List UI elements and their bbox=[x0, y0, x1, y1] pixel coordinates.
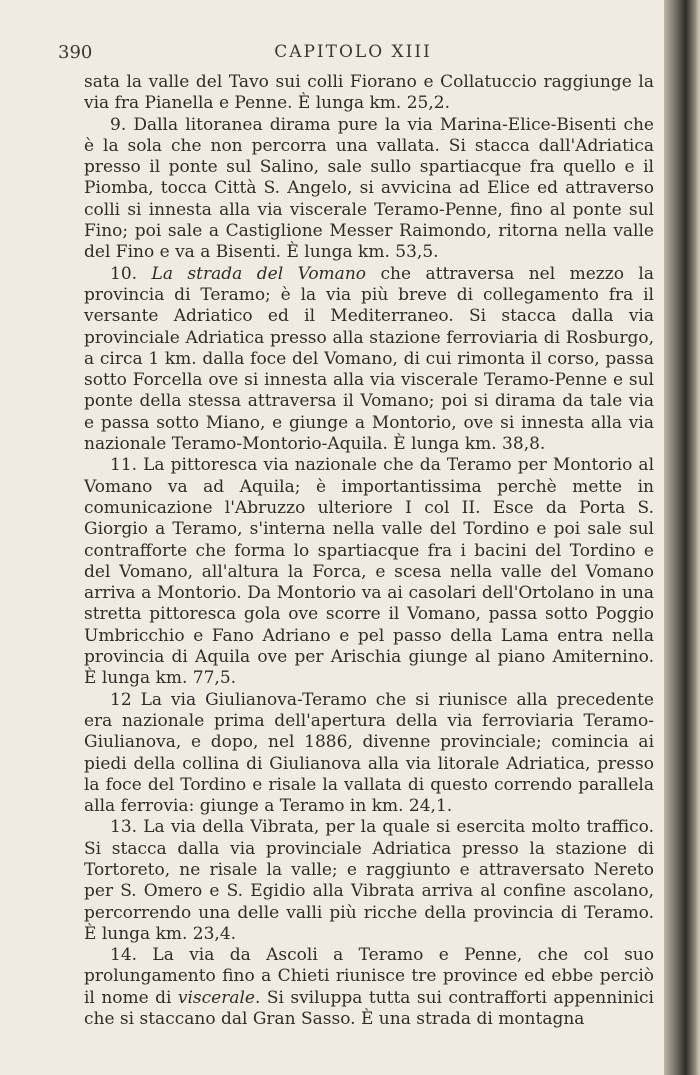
paragraph-14 bbox=[84, 945, 654, 1030]
running-title: CAPITOLO XIII bbox=[274, 42, 432, 62]
body-text bbox=[84, 72, 654, 1030]
paragraph-10-title: La strada del Vomano bbox=[151, 263, 367, 284]
paragraph-continued: sata la valle del Tavo sui colli Fiorano e Collatuccio raggiunge la via fra Pianella e Penne. È lunga km. 25,2. bbox=[84, 72, 654, 114]
page-header bbox=[58, 42, 648, 68]
paragraph-10-number: 10. bbox=[110, 263, 138, 284]
paragraph-14-text-end: . Si sviluppa tutta sui contrafforti appenninici che si staccano dal Gran Sasso. È una strada di montagna bbox=[84, 987, 654, 1030]
paragraph-14-italic-term: viscerale bbox=[177, 987, 255, 1008]
paragraph-9: 9. Dalla litoranea dirama pure la via Marina-Elice-Bisenti che è la sola che non percorra una vallata. Si stacca dall'Adriatica presso il ponte sul Salino, sale sullo spartiacque fra quello e il Piomba, tocca Città S. Angelo, si avvicina ad Elice ed attraverso colli si innesta alla via viscerale Teramo-Penne, fino al ponte sul Fino; poi sale a Castiglione Messer Raimondo, ritorna nella valle del Fino e va a Bisenti. È lunga km. 53,5. bbox=[84, 114, 654, 263]
paragraph-12: 12 La via Giulianova-Teramo che si riunisce alla precedente era nazionale prima dell'apertura della via ferroviaria Teramo-Giulianova, e dopo, nel 1886, divenne provinciale; comincia ai piedi della collina di Giulianova alla via litorale Adriatica, presso la foce del Tordino e risale la vallata di questo correndo parallela alla ferrovia: giunge a Teramo in km. 24,1. bbox=[84, 689, 654, 817]
page-number: 390 bbox=[58, 42, 93, 63]
paragraph-10-text: che attraversa nel mezzo la provincia di Teramo; è la via più breve di collegamento fra il versante Adriatico ed il Mediterraneo. Si stacca dalla via provinciale Adriatica presso alla stazione ferroviaria di Rosburgo, a circa 1 km. dalla foce del Vomano, di cui rimonta il corso, passa sotto Forcella ove si innesta alla via viscerale Teramo-Penne e sul ponte della stessa attraversa il Vomano; poi si dirama da tale via e passa sotto Miano, e giunge a Montorio, ove si innesta alla via nazionale Teramo-Montorio-Aquila. È lunga km. 38,8. bbox=[84, 263, 655, 455]
paragraph-11: 11. La pittoresca via nazionale che da Teramo per Montorio al Vomano va ad Aquila; è importantissima perchè mette in comunicazione l'Abruzzo ulteriore I col II. Esce da Porta S. Giorgio a Teramo, s'interna nella valle del Tordino e poi sale sul contrafforte che forma lo spartiacque fra i bacini del Tordino e del Vomano, all'altura la Forca, e scesa nella valle del Vomano arriva a Montorio. Da Montorio va ai casolari dell'Ortolano in una stretta pittoresca gola ove scorre il Vomano, passa sotto Poggio Umbricchio e Fano Adriano e pel passo della Lama entra nella provincia di Aquila ove per Arischia giunge al piano Amiternino. È lunga km. 77,5. bbox=[84, 455, 654, 689]
paragraph-10 bbox=[84, 264, 654, 456]
book-spine-shadow bbox=[664, 0, 700, 1075]
paragraph-14-text-start: 14. La via da Ascoli a Teramo e Penne, che col suo prolungamento fino a Chieti riunisce tre province ed ebbe perciò il nome di bbox=[84, 945, 654, 1008]
paragraph-13: 13. La via della Vibrata, per la quale si esercita molto traffico. Si stacca dalla via provinciale Adriatica presso la stazione di Tortoreto, ne risale la valle; e raggiunto e attraversato Nereto per S. Omero e S. Egidio alla Vibrata arriva al confine ascolano, percorrendo una delle valli più ricche della provincia di Teramo. È lunga km. 23,4. bbox=[84, 817, 654, 944]
